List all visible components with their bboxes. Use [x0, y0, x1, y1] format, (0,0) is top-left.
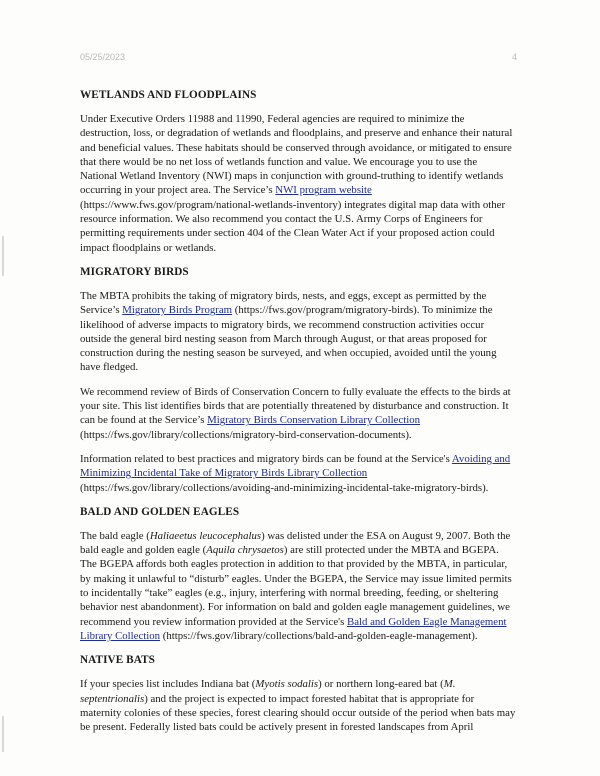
text-run: (https://fws.gov/library/collections/avoiding-and-minimizing-incidental-take-migratory-birds). [80, 481, 489, 494]
text-run: If your species list includes Indiana bat ( [80, 678, 256, 691]
scan-artifact [2, 236, 4, 276]
document-body [80, 88, 516, 744]
text-run: The MBTA prohibits the taking of migratory birds, nests, and eggs, except as permitted by the Service’s [80, 289, 487, 317]
text-run: (https://fws.gov/library/collections/bald-and-golden-eagle-management). [160, 629, 478, 642]
text-run: The bald eagle ( [80, 529, 150, 542]
scan-artifact [2, 716, 4, 752]
nwi-program-link[interactable]: NWI program website [275, 184, 372, 197]
paragraph-eagles [80, 529, 516, 643]
header-date: 05/25/2023 [80, 52, 126, 62]
paragraph-migratory-3 [80, 452, 516, 495]
species-name: M. septentrionalis [80, 678, 456, 705]
bird-conservation-library-link[interactable]: Migratory Birds Conservation Library Collection [207, 414, 421, 427]
paragraph-wetlands [80, 112, 516, 255]
species-name: Haliaeetus leucocephalus [149, 529, 262, 542]
text-run: ) or northern long-eared bat ( [318, 678, 444, 691]
text-run: (https://fws.gov/program/migratory-birds). To minimize the likelihood of adverse impacts to migratory birds, we recommend construction activities occur outside the general bird nesting season from March through August, or that areas proposed for construction during the nesting season be surveyed, and when occupied, avoided until the young have fledged. [80, 304, 497, 374]
species-name: Myotis sodalis [255, 678, 319, 691]
incidental-take-library-link[interactable]: Avoiding and Minimizing Incidental Take of Migratory Birds Library Collection [80, 452, 511, 480]
section-heading-eagles: BALD AND GOLDEN EAGLES [80, 505, 240, 518]
section-heading-migratory-birds: MIGRATORY BIRDS [80, 265, 189, 278]
text-run: Under Executive Orders 11988 and 11990, Federal agencies are required to minimize the destruction, loss, or degradation of wetlands and floodplains, and preserve and enhance their natural and beneficial values. These habitats should be conserved through avoidance, or mitigated to ensure that there would be no net loss of wetlands function and value. We encourage you to use the National Wetland Inventory (NWI) maps in conjunction with ground-truthing to identify wetlands occurring in your project area. The Service’s [80, 113, 513, 197]
species-name: Aquila chrysaetos [206, 544, 284, 557]
text-run: ) and the project is expected to impact forested habitat that is appropriate for maternity colonies of these species, forest clearing should occur outside of the period when bats may be present. Federally listed bats could be actively present in forested landscapes from April [80, 692, 516, 734]
text-run: (https://fws.gov/library/collections/migratory-bird-conservation-documents). [80, 428, 412, 441]
paragraph-migratory-1 [80, 289, 516, 375]
page-number: 4 [512, 52, 518, 62]
text-run: ) was delisted under the ESA on August 9, 2007. Both the bald eagle and golden eagle ( [80, 529, 511, 557]
paragraph-migratory-2 [80, 385, 516, 442]
text-run: We recommend review of Birds of Conservation Concern to fully evaluate the effects to the birds at your site. This list identifies birds that are potentially threatened by disturbance and construction. It can be found at the Service’s [80, 385, 511, 427]
text-run: ) are still protected under the MBTA and BGEPA. The BGEPA affords both eagles protection in addition to that provided by the MBTA, in particular, by making it unlawful to “disturb” eagles. Under the BGEPA, the Service may issue limited permits to incidentally “take” eagles (e.g., injury, interfering with normal breeding, feeding, or sheltering behavior nest abandonment). For information on bald and golden eagle management guidelines, we recommend you review information provided at the Service's [80, 544, 512, 628]
eagle-management-library-link[interactable]: Bald and Golden Eagle Management Library Collection [80, 615, 507, 642]
text-run: Information related to best practices and migratory birds can be found at the Service's [80, 452, 452, 465]
section-heading-native-bats: NATIVE BATS [80, 654, 155, 667]
paragraph-bats [80, 677, 516, 734]
text-run: (https://www.fws.gov/program/national-wetlands-inventory) integrates digital map data with other resource information. We also recommend you contact the U.S. Army Corps of Engineers for permitting requirements under section 404 of the Clean Water Act if your proposed action could impact floodplains or wetlands. [80, 198, 506, 254]
section-heading-wetlands: WETLANDS AND FLOODPLAINS [80, 89, 257, 101]
migratory-birds-program-link[interactable]: Migratory Birds Program [122, 304, 233, 317]
